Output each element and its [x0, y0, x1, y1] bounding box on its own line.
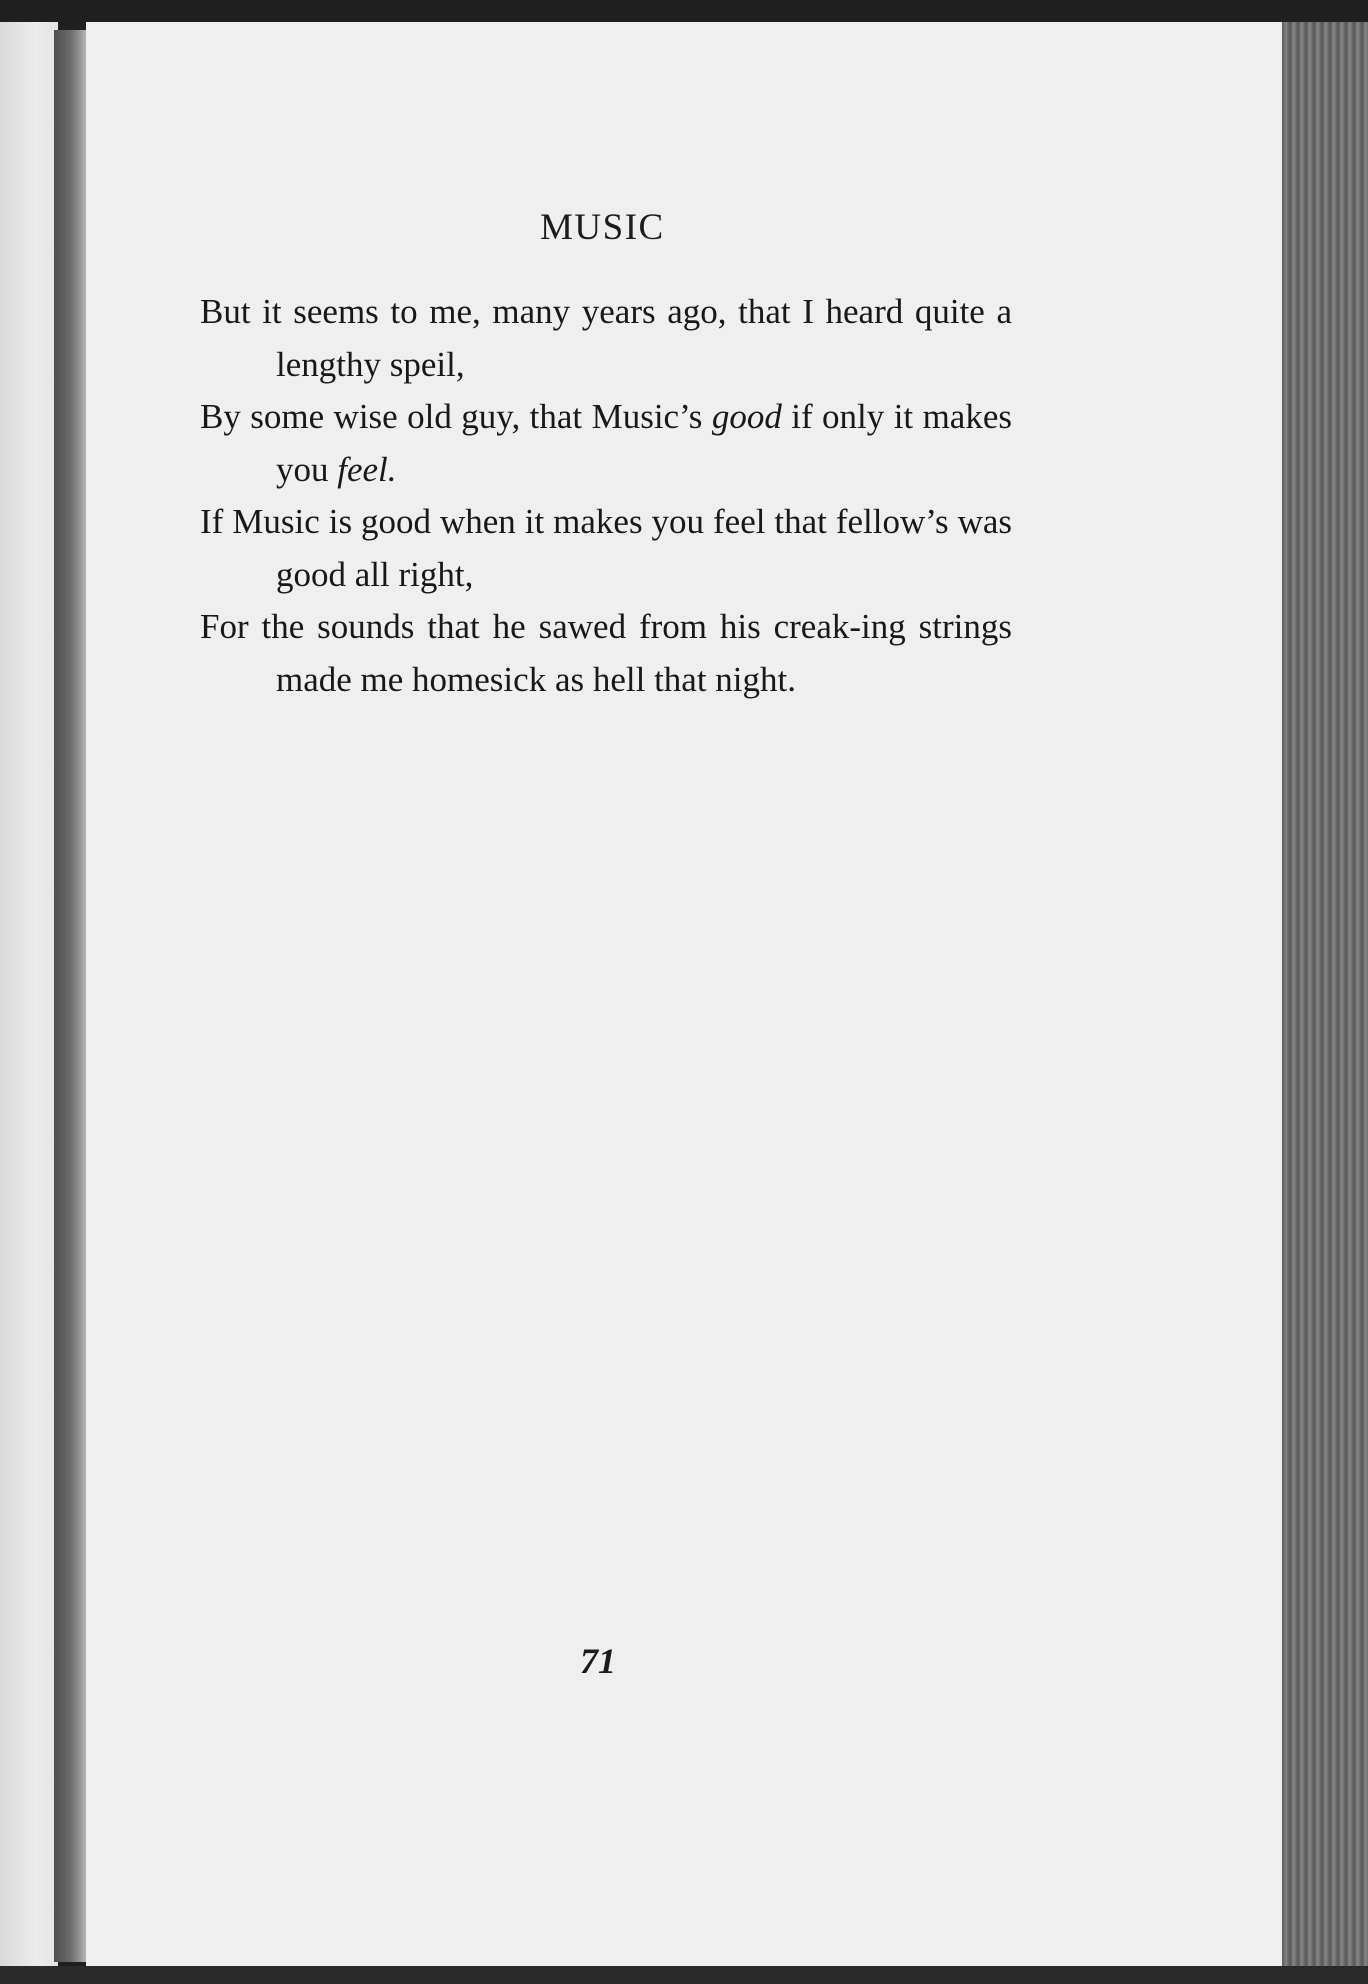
poem-line-text: For the sounds that he sawed from his creak-ing strings made me homesick as hell that night.	[200, 607, 1012, 699]
page-stack-edge	[1282, 22, 1368, 1970]
poem-line	[200, 601, 1012, 706]
book-gutter	[54, 30, 90, 1962]
scan-bottom-border	[0, 1966, 1368, 1984]
poem-line	[200, 391, 1012, 496]
emphasis-text: feel.	[337, 449, 397, 489]
previous-page-edge	[0, 22, 58, 1970]
poem-line	[200, 496, 1012, 601]
page-number: 71	[580, 1641, 616, 1681]
emphasis-text: good	[711, 397, 782, 436]
poem-line-text: By some wise old guy, that Music’s	[200, 397, 712, 436]
poem-body	[200, 286, 1012, 706]
poem-line	[200, 286, 1012, 391]
poem-title: MUSIC	[540, 207, 665, 248]
poem-line-text: if only it makes you	[276, 397, 1012, 489]
poem-line-text: But it seems to me, many years ago, that I heard quite a lengthy speil,	[200, 292, 1012, 384]
poem-line-text: If Music is good when it makes you feel that fellow’s was good all right,	[200, 502, 1012, 594]
